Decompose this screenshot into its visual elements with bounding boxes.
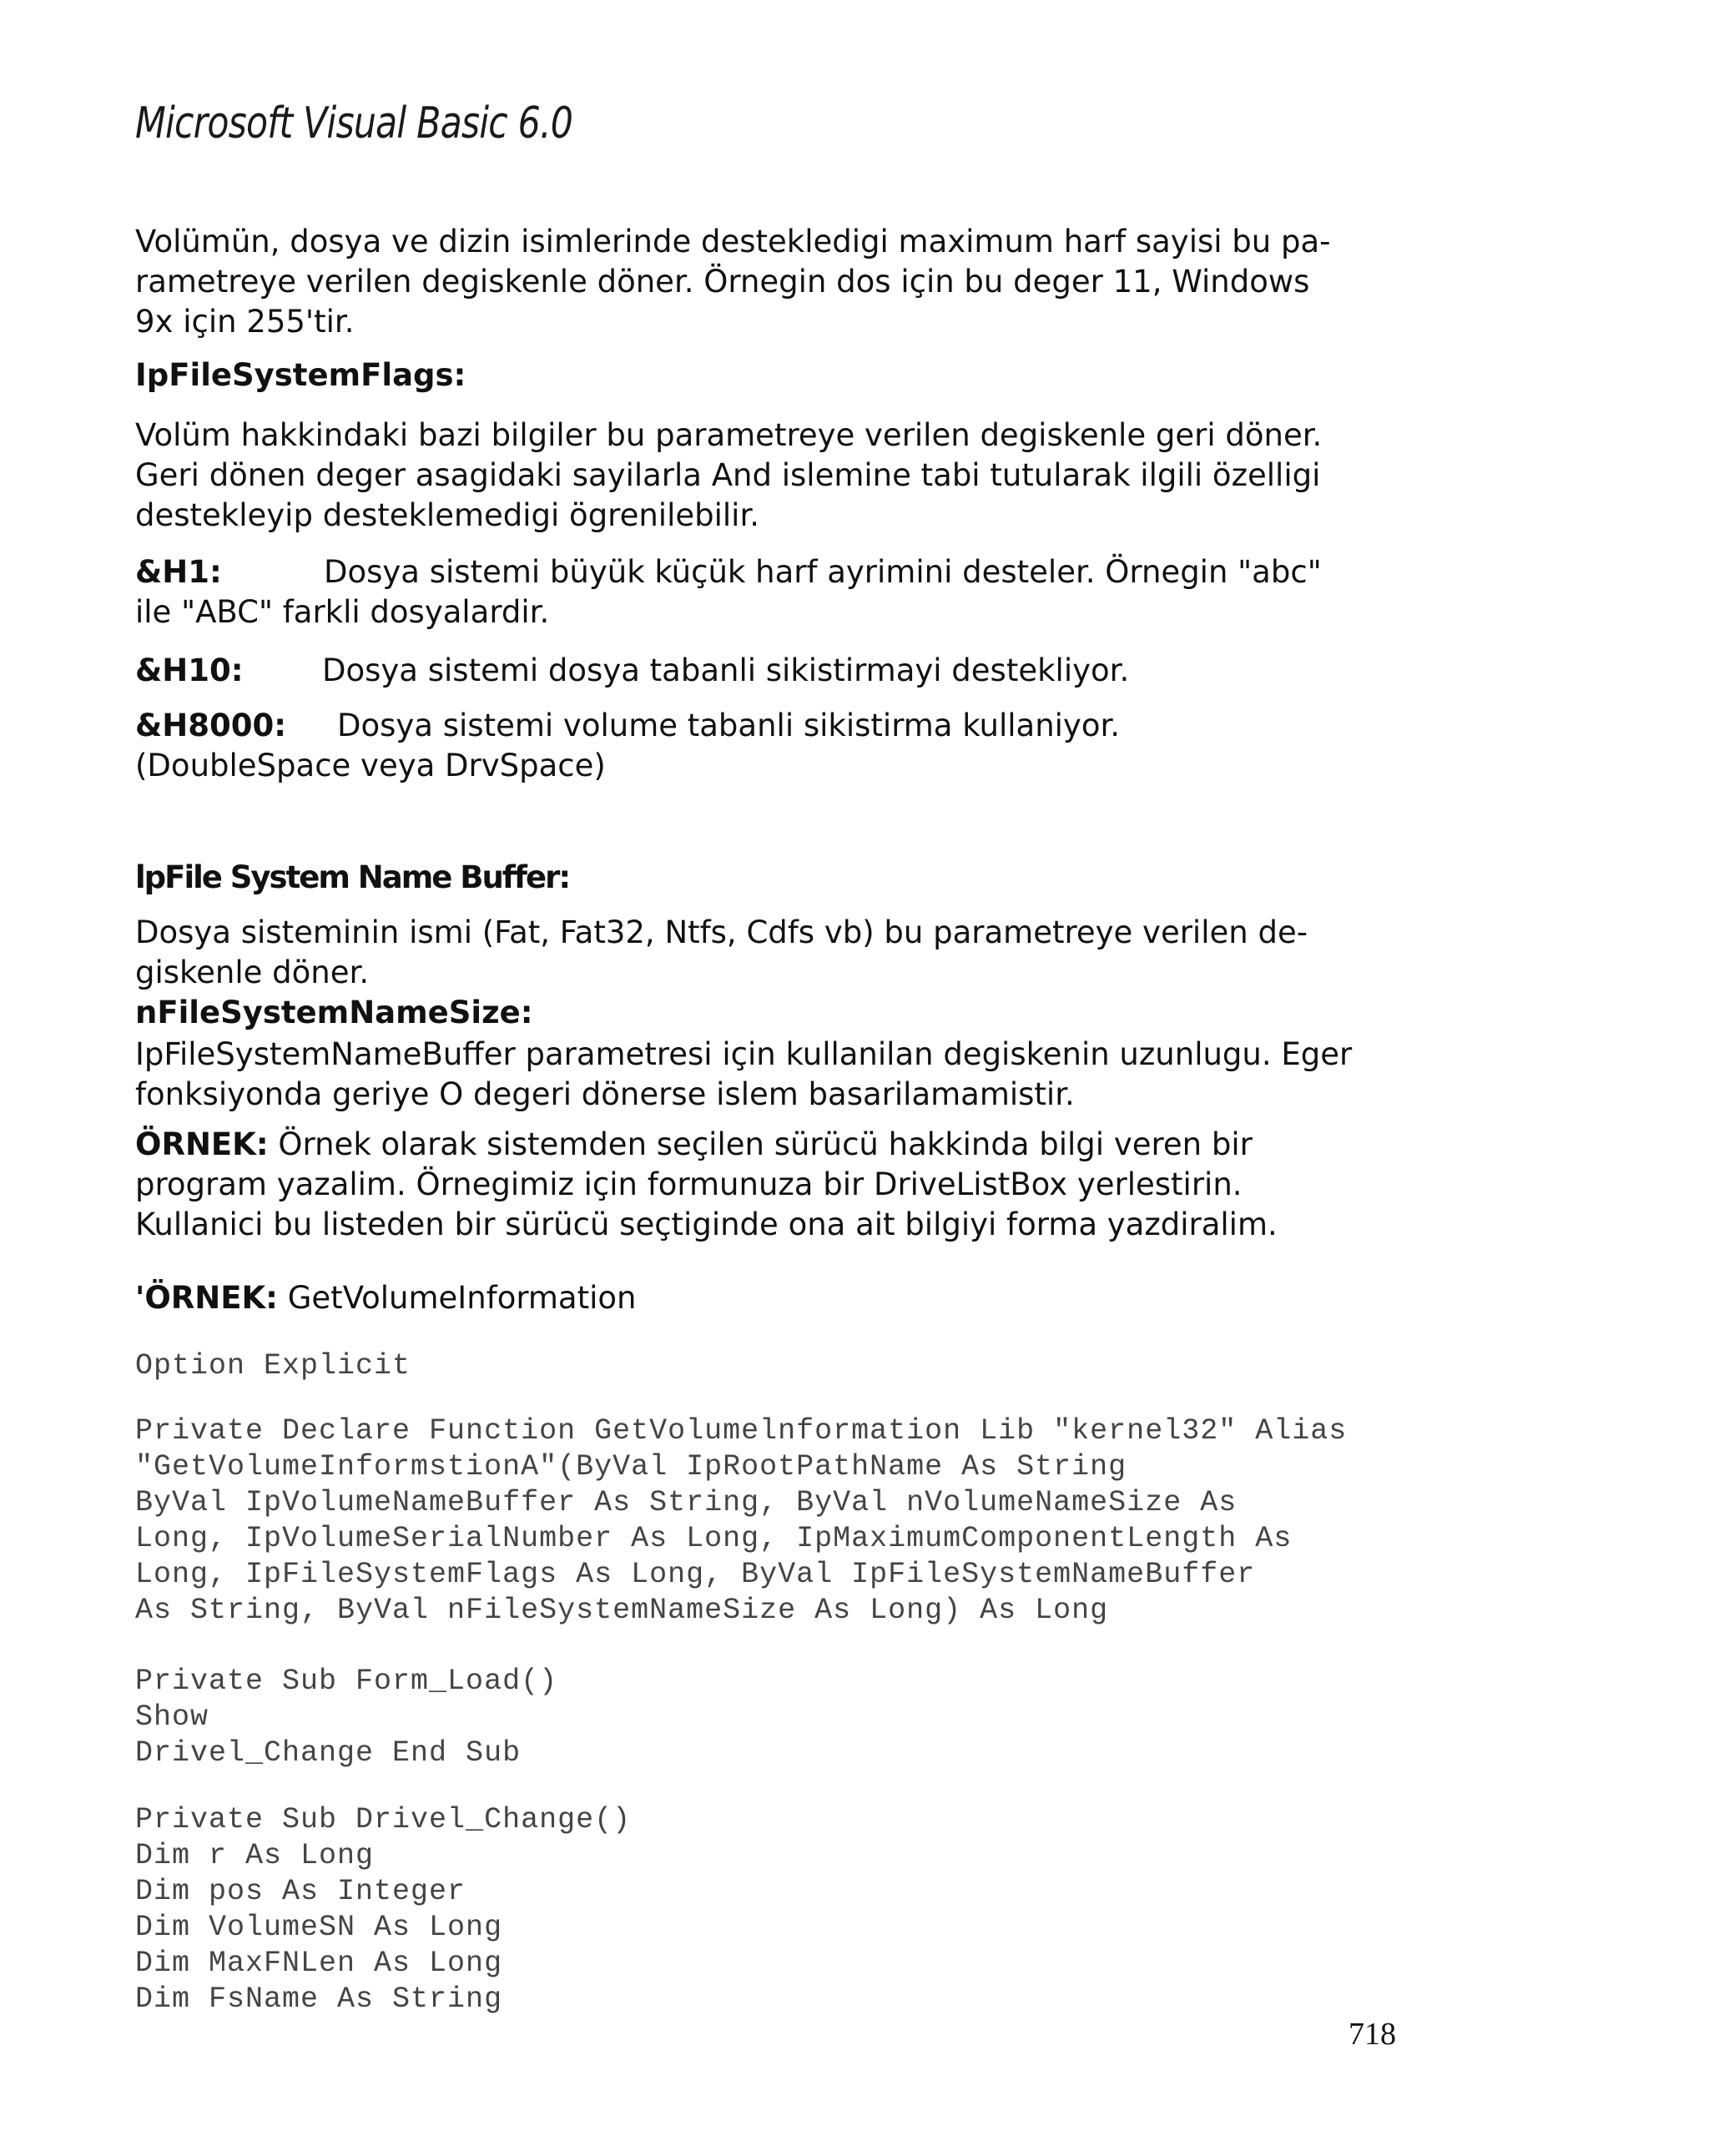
size-heading: nFileSystemNameSize: [135, 995, 533, 1030]
example-paragraph [135, 1125, 1362, 1245]
size-line: IpFileSystemNameBuffer parametresi için kullanilan degiskenin uzunlugu. Eger [135, 1036, 1353, 1072]
buffer-line: giskenle döner. [135, 955, 370, 990]
intro-line: 9x için 255'tir. [135, 304, 355, 340]
flag-entry-h8000 [135, 706, 1362, 786]
size-description [135, 1035, 1362, 1115]
example-comment-text: GetVolumeInformation [277, 1280, 637, 1316]
buffer-description [135, 913, 1362, 993]
flag-text: Dosya sistemi büyük küçük harf ayrimini desteler. Örnegin "abc" [324, 554, 1322, 590]
flag-text: Dosya sistemi dosya tabanli sikistirmayi destekliyor. [322, 652, 1130, 688]
example-comment [135, 1278, 1362, 1318]
flag-entry-h1 [135, 552, 1362, 632]
flag-continuation: ile "ABC" farkli dosyalardir. [135, 594, 550, 630]
code-form-load: Private Sub Form_Load() Show Drivel_Change End Sub [135, 1665, 558, 1770]
example-line: program yazalim. Örnegimiz için formunuza bir DriveListBox yerlestirin. [135, 1166, 1243, 1202]
intro-paragraph [135, 222, 1362, 342]
example-comment-label: 'ÖRNEK: [135, 1280, 278, 1316]
flag-key: &H8000: [135, 708, 287, 743]
flags-heading: IpFileSystemFlags: [135, 357, 466, 393]
code-declare-function: Private Declare Function GetVolumelnformation Lib "kernel32" Alias "GetVolumeInformstionA"(ByVal IpRootPathName As String ByVal IpVolumeNameBuffer As String, ByVal nVolumeNameSize As Long, IpVolumeSerialNumber As Long, IpMaximumComponentLength As Long, IpFileSystemFlags As Long, ByVal IpFileSystemNameBuffer As String, ByVal nFileSystemNameSize As Long) As Long [135, 1414, 1348, 1627]
flags-description [135, 416, 1362, 536]
code-option-explicit: Option Explicit [135, 1349, 411, 1383]
example-label: ÖRNEK: [135, 1126, 269, 1162]
intro-line: Volümün, dosya ve dizin isimlerinde destekledigi maximum harf sayisi bu pa- [135, 224, 1331, 259]
flags-line: destekleyip desteklemedigi ögrenilebilir. [135, 497, 760, 533]
page-header-title: Microsoft Visual Basic 6.0 [135, 98, 573, 149]
flags-line: Geri dönen deger asagidaki sayilarla And islemine tabi tutularak ilgili özelligi [135, 457, 1321, 493]
flag-key: &H1: [135, 554, 222, 590]
flag-key: &H10: [135, 652, 244, 688]
flag-text: Dosya sistemi volume tabanli sikistirma kullaniyor. [337, 708, 1121, 743]
code-drive-change: Private Sub Drivel_Change() Dim r As Long Dim pos As Integer Dim VolumeSN As Long Dim MaxFNLen As Long Dim FsName As String [135, 1803, 632, 2016]
example-line: Örnek olarak sistemden seçilen sürücü hakkinda bilgi veren bir [268, 1126, 1253, 1162]
page-number: 718 [1349, 2017, 1396, 2052]
intro-line: rametreye verilen degiskenle döner. Örnegin dos için bu deger 11, Windows [135, 264, 1310, 300]
size-line: fonksiyonda geriye O degeri dönerse islem basarilamamistir. [135, 1076, 1075, 1112]
flags-line: Volüm hakkindaki bazi bilgiler bu parametreye verilen degiskenle geri döner. [135, 417, 1323, 453]
buffer-line: Dosya sisteminin ismi (Fat, Fat32, Ntfs, Cdfs vb) bu parametreye verilen de- [135, 914, 1308, 950]
example-line: Kullanici bu listeden bir sürücü seçtiginde ona ait bilgiyi forma yazdiralim. [135, 1206, 1278, 1242]
buffer-heading: lpFile System Name Buffer: [135, 859, 570, 895]
flag-entry-h10 [135, 651, 1362, 691]
flag-continuation: (DoubleSpace veya DrvSpace) [135, 748, 606, 783]
